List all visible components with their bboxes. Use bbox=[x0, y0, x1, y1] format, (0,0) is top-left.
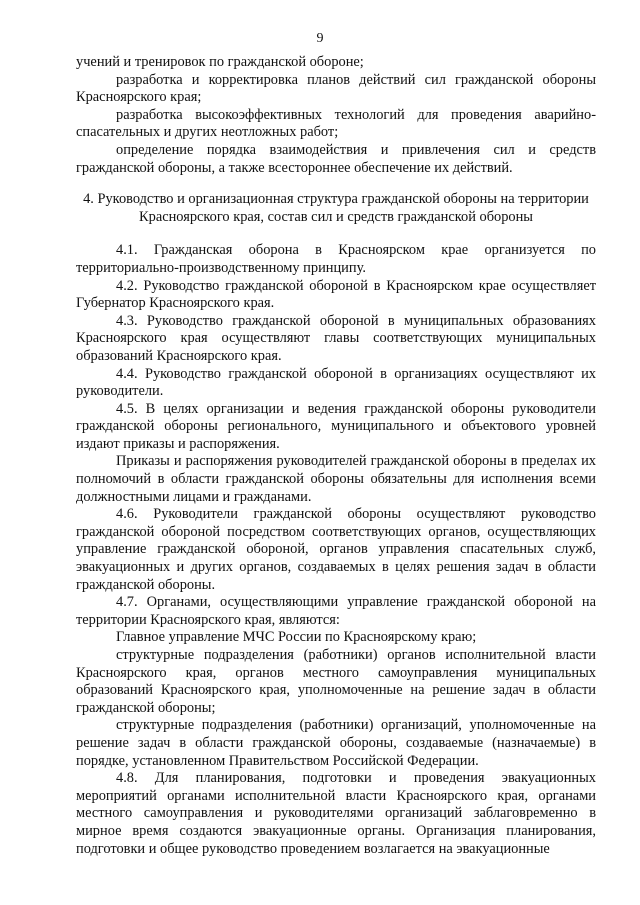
paragraph: 4.1. Гражданская оборона в Красноярском крае организуется по территориально-производственному принципу. bbox=[76, 242, 596, 276]
paragraph: 4.5. В целях организации и ведения гражданской обороны руководители гражданской обороны регионального, муниципального и объектового уровней издают приказы и распоряжения. bbox=[76, 400, 596, 452]
paragraph: Главное управление МЧС России по Красноярскому краю; bbox=[116, 629, 477, 646]
section-heading bbox=[76, 191, 596, 226]
paragraphs-before bbox=[76, 54, 596, 177]
paragraph: структурные подразделения (работники) органов исполнительной власти Красноярского края, органов местного самоуправления муниципальных образований Красноярского края, уполномоченные на решение задач в области гражданской обороны; bbox=[76, 647, 596, 716]
section-heading-line: 4. Руководство и организационная структура гражданской обороны на территории bbox=[83, 191, 589, 208]
paragraph: учений и тренировок по гражданской обороне; bbox=[76, 54, 364, 70]
paragraph: 4.7. Органами, осуществляющими управление гражданской обороной на территории Красноярского края, являются: bbox=[76, 594, 596, 628]
paragraph: 4.4. Руководство гражданской обороной в организациях осуществляют их руководители. bbox=[76, 365, 596, 400]
paragraph: структурные подразделения (работники) организаций, уполномоченные на решение задач в области гражданской обороны, создаваемые (назначаемые) в порядке, установленном Правительством Российской Федерации. bbox=[76, 717, 596, 769]
paragraph: разработка и корректировка планов действий сил гражданской обороны Красноярского края; bbox=[76, 71, 596, 106]
paragraph: разработка высокоэффективных технологий для проведения аварийно-спасательных и других неотложных работ; bbox=[76, 106, 596, 141]
paragraph: 4.3. Руководство гражданской обороной в муниципальных образованиях Красноярского края осуществляют главы соответствующих муниципальных образований Красноярского края. bbox=[76, 312, 596, 364]
paragraph: определение порядка взаимодействия и привлечения сил и средств гражданской обороны, а также всестороннее обеспечение их действий. bbox=[76, 141, 596, 176]
paragraph: Приказы и распоряжения руководителей гражданской обороны в пределах их полномочий в области гражданской обороны обязательны для исполнения всеми должностными лицами и гражданами. bbox=[76, 453, 596, 505]
section-heading-line: Красноярского края, состав сил и средств гражданской обороны bbox=[139, 208, 533, 225]
paragraph: 4.2. Руководство гражданской обороной в Красноярском крае осуществляет Губернатор Красноярского края. bbox=[76, 277, 596, 312]
page-number: 9 bbox=[316, 31, 324, 46]
paragraph: 4.8. Для планирования, подготовки и проведения эвакуационных мероприятий органами исполнительной власти Красноярского края, органами местного самоуправления и руководителями организаций заблаговременно в мирное время создаются эвакуационные органы. Организация планирования, подготовки и общее руководство проведением возлагается на эвакуационные bbox=[76, 770, 596, 857]
paragraph: 4.6. Руководители гражданской обороны осуществляют руководство гражданской обороной посредством соответствующих органов, осуществляющих управление гражданской обороной, органов управления спасательных служб, эвакуационных и других органов, создаваемых в целях решения задач в области гражданской обороны. bbox=[76, 506, 596, 593]
paragraphs-after bbox=[76, 242, 596, 858]
document-body bbox=[76, 54, 596, 858]
